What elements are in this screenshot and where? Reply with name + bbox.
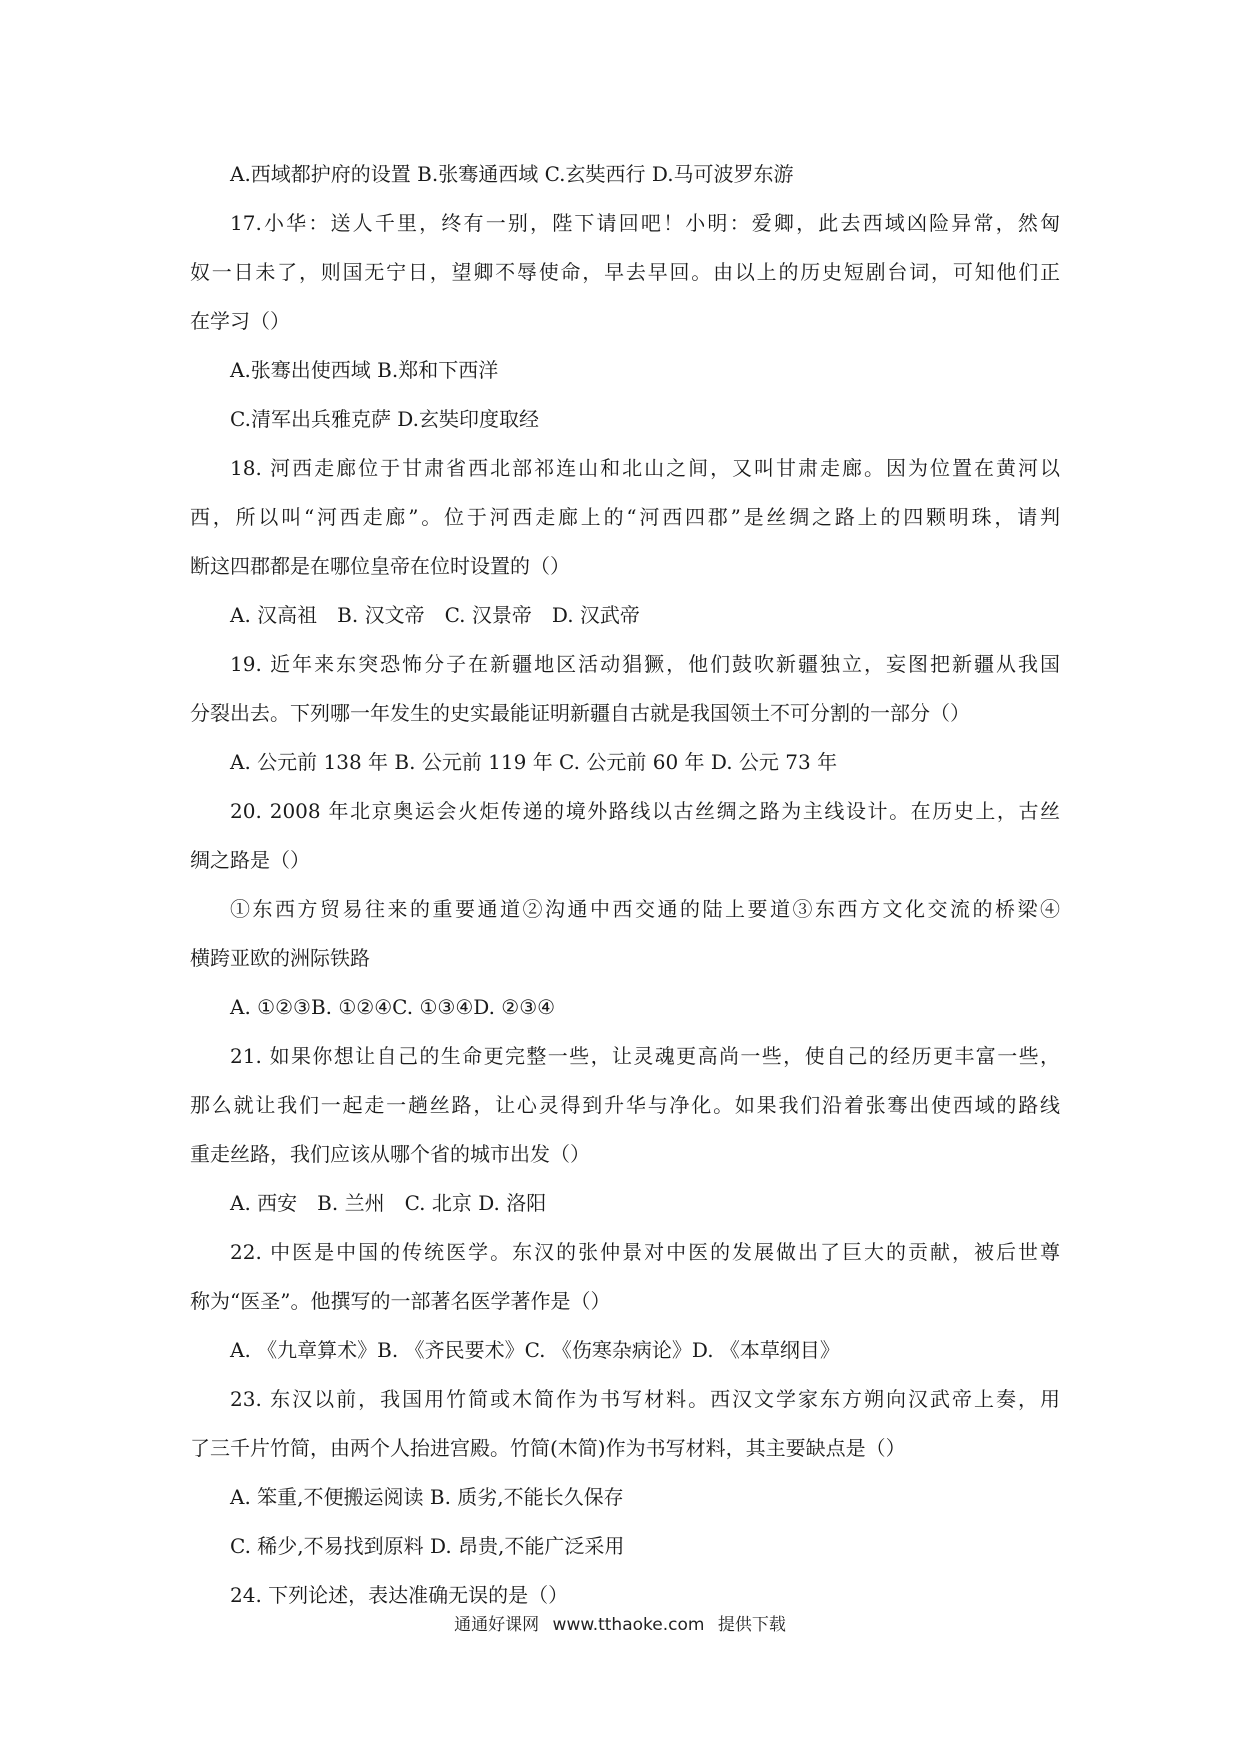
option-line-16: A.西域都护府的设置 B.张骞通西域 C.玄奘西行 D.马可波罗东游 <box>230 162 794 186</box>
option-line-21: A. 西安 B. 兰州 C. 北京 D. 洛阳 <box>230 1191 547 1215</box>
option-line-17a: A.张骞出使西域 B.郑和下西洋 <box>230 358 499 382</box>
question-22-line-2: 称为“医圣”。他撰写的一部著名医学著作是（） <box>190 1289 611 1313</box>
question-18-line-1: 18. 河西走廊位于甘肃省西北部祁连山和北山之间，又叫甘肃走廊。因为位置在黄河以 <box>230 456 1060 480</box>
option-line-19: A. 公元前 138 年 B. 公元前 119 年 C. 公元前 60 年 D. 公元 73 年 <box>230 750 838 774</box>
question-18-line-2: 西，所以叫“河西走廊”。位于河西走廊上的“河西四郡”是丝绸之路上的四颗明珠，请判 <box>190 505 1060 529</box>
question-24-line-1: 24. 下列论述，表达准确无误的是（） <box>230 1583 569 1607</box>
document-body <box>190 150 1060 1620</box>
question-23-line-2: 了三千片竹简，由两个人抬进宫殿。竹简(木简)作为书写材料，其主要缺点是（） <box>190 1436 906 1460</box>
question-21-line-3: 重走丝路，我们应该从哪个省的城市出发（） <box>190 1142 590 1166</box>
question-22-line-1: 22. 中医是中国的传统医学。东汉的张仲景对中医的发展做出了巨大的贡献，被后世尊 <box>230 1240 1060 1264</box>
page-footer <box>0 1610 1240 1635</box>
question-23-line-1: 23. 东汉以前，我国用竹简或木简作为书写材料。西汉文学家东方朔向汉武帝上奏，用 <box>230 1387 1060 1411</box>
question-19-line-1: 19. 近年来东突恐怖分子在新疆地区活动猖獗，他们鼓吹新疆独立，妄图把新疆从我国 <box>230 652 1060 676</box>
question-21-line-1: 21. 如果你想让自己的生命更完整一些，让灵魂更高尚一些，使自己的经历更丰富一些， <box>230 1044 1060 1068</box>
option-line-23b: C. 稀少,不易找到原料 D. 昂贵,不能广泛采用 <box>230 1534 625 1558</box>
option-line-20: A. ①②③B. ①②④C. ①③④D. ②③④ <box>230 995 556 1019</box>
footer-url: www.tthaoke.com <box>552 1615 705 1635</box>
question-17-line-2: 奴一日未了，则国无宁日，望卿不辱使命，早去早回。由以上的历史短剧台词，可知他们正 <box>190 260 1060 284</box>
question-21-line-2: 那么就让我们一起走一趟丝路，让心灵得到升华与净化。如果我们沿着张骞出使西域的路线 <box>190 1093 1060 1117</box>
option-line-18: A. 汉高祖 B. 汉文帝 C. 汉景帝 D. 汉武帝 <box>230 603 640 627</box>
footer-suffix: 提供下载 <box>717 1615 786 1635</box>
question-20-items-line-1: ①东西方贸易往来的重要通道②沟通中西交通的陆上要道③东西方文化交流的桥梁④ <box>230 897 1060 921</box>
question-19-line-2: 分裂出去。下列哪一年发生的史实最能证明新疆自古就是我国领土不可分割的一部分（） <box>190 701 970 725</box>
question-20-line-2: 绸之路是（） <box>190 848 310 872</box>
option-line-22: A. 《九章算术》B. 《齐民要术》C. 《伤寒杂病论》D. 《本草纲目》 <box>230 1338 840 1362</box>
question-20-items-line-2: 横跨亚欧的洲际铁路 <box>190 946 370 970</box>
footer-site-name: 通通好课网 <box>454 1615 540 1635</box>
question-17-line-3: 在学习（） <box>190 309 290 333</box>
option-line-17b: C.清军出兵雅克萨 D.玄奘印度取经 <box>230 407 539 431</box>
option-line-23a: A. 笨重,不便搬运阅读 B. 质劣,不能长久保存 <box>230 1485 624 1509</box>
question-18-line-3: 断这四郡都是在哪位皇帝在位时设置的（） <box>190 554 570 578</box>
question-17-line-1: 17.小华：送人千里，终有一别，陛下请回吧！小明：爱卿，此去西域凶险异常，然匈 <box>230 211 1060 235</box>
question-20-line-1: 20. 2008 年北京奥运会火炬传递的境外路线以古丝绸之路为主线设计。在历史上，古丝 <box>230 799 1060 823</box>
